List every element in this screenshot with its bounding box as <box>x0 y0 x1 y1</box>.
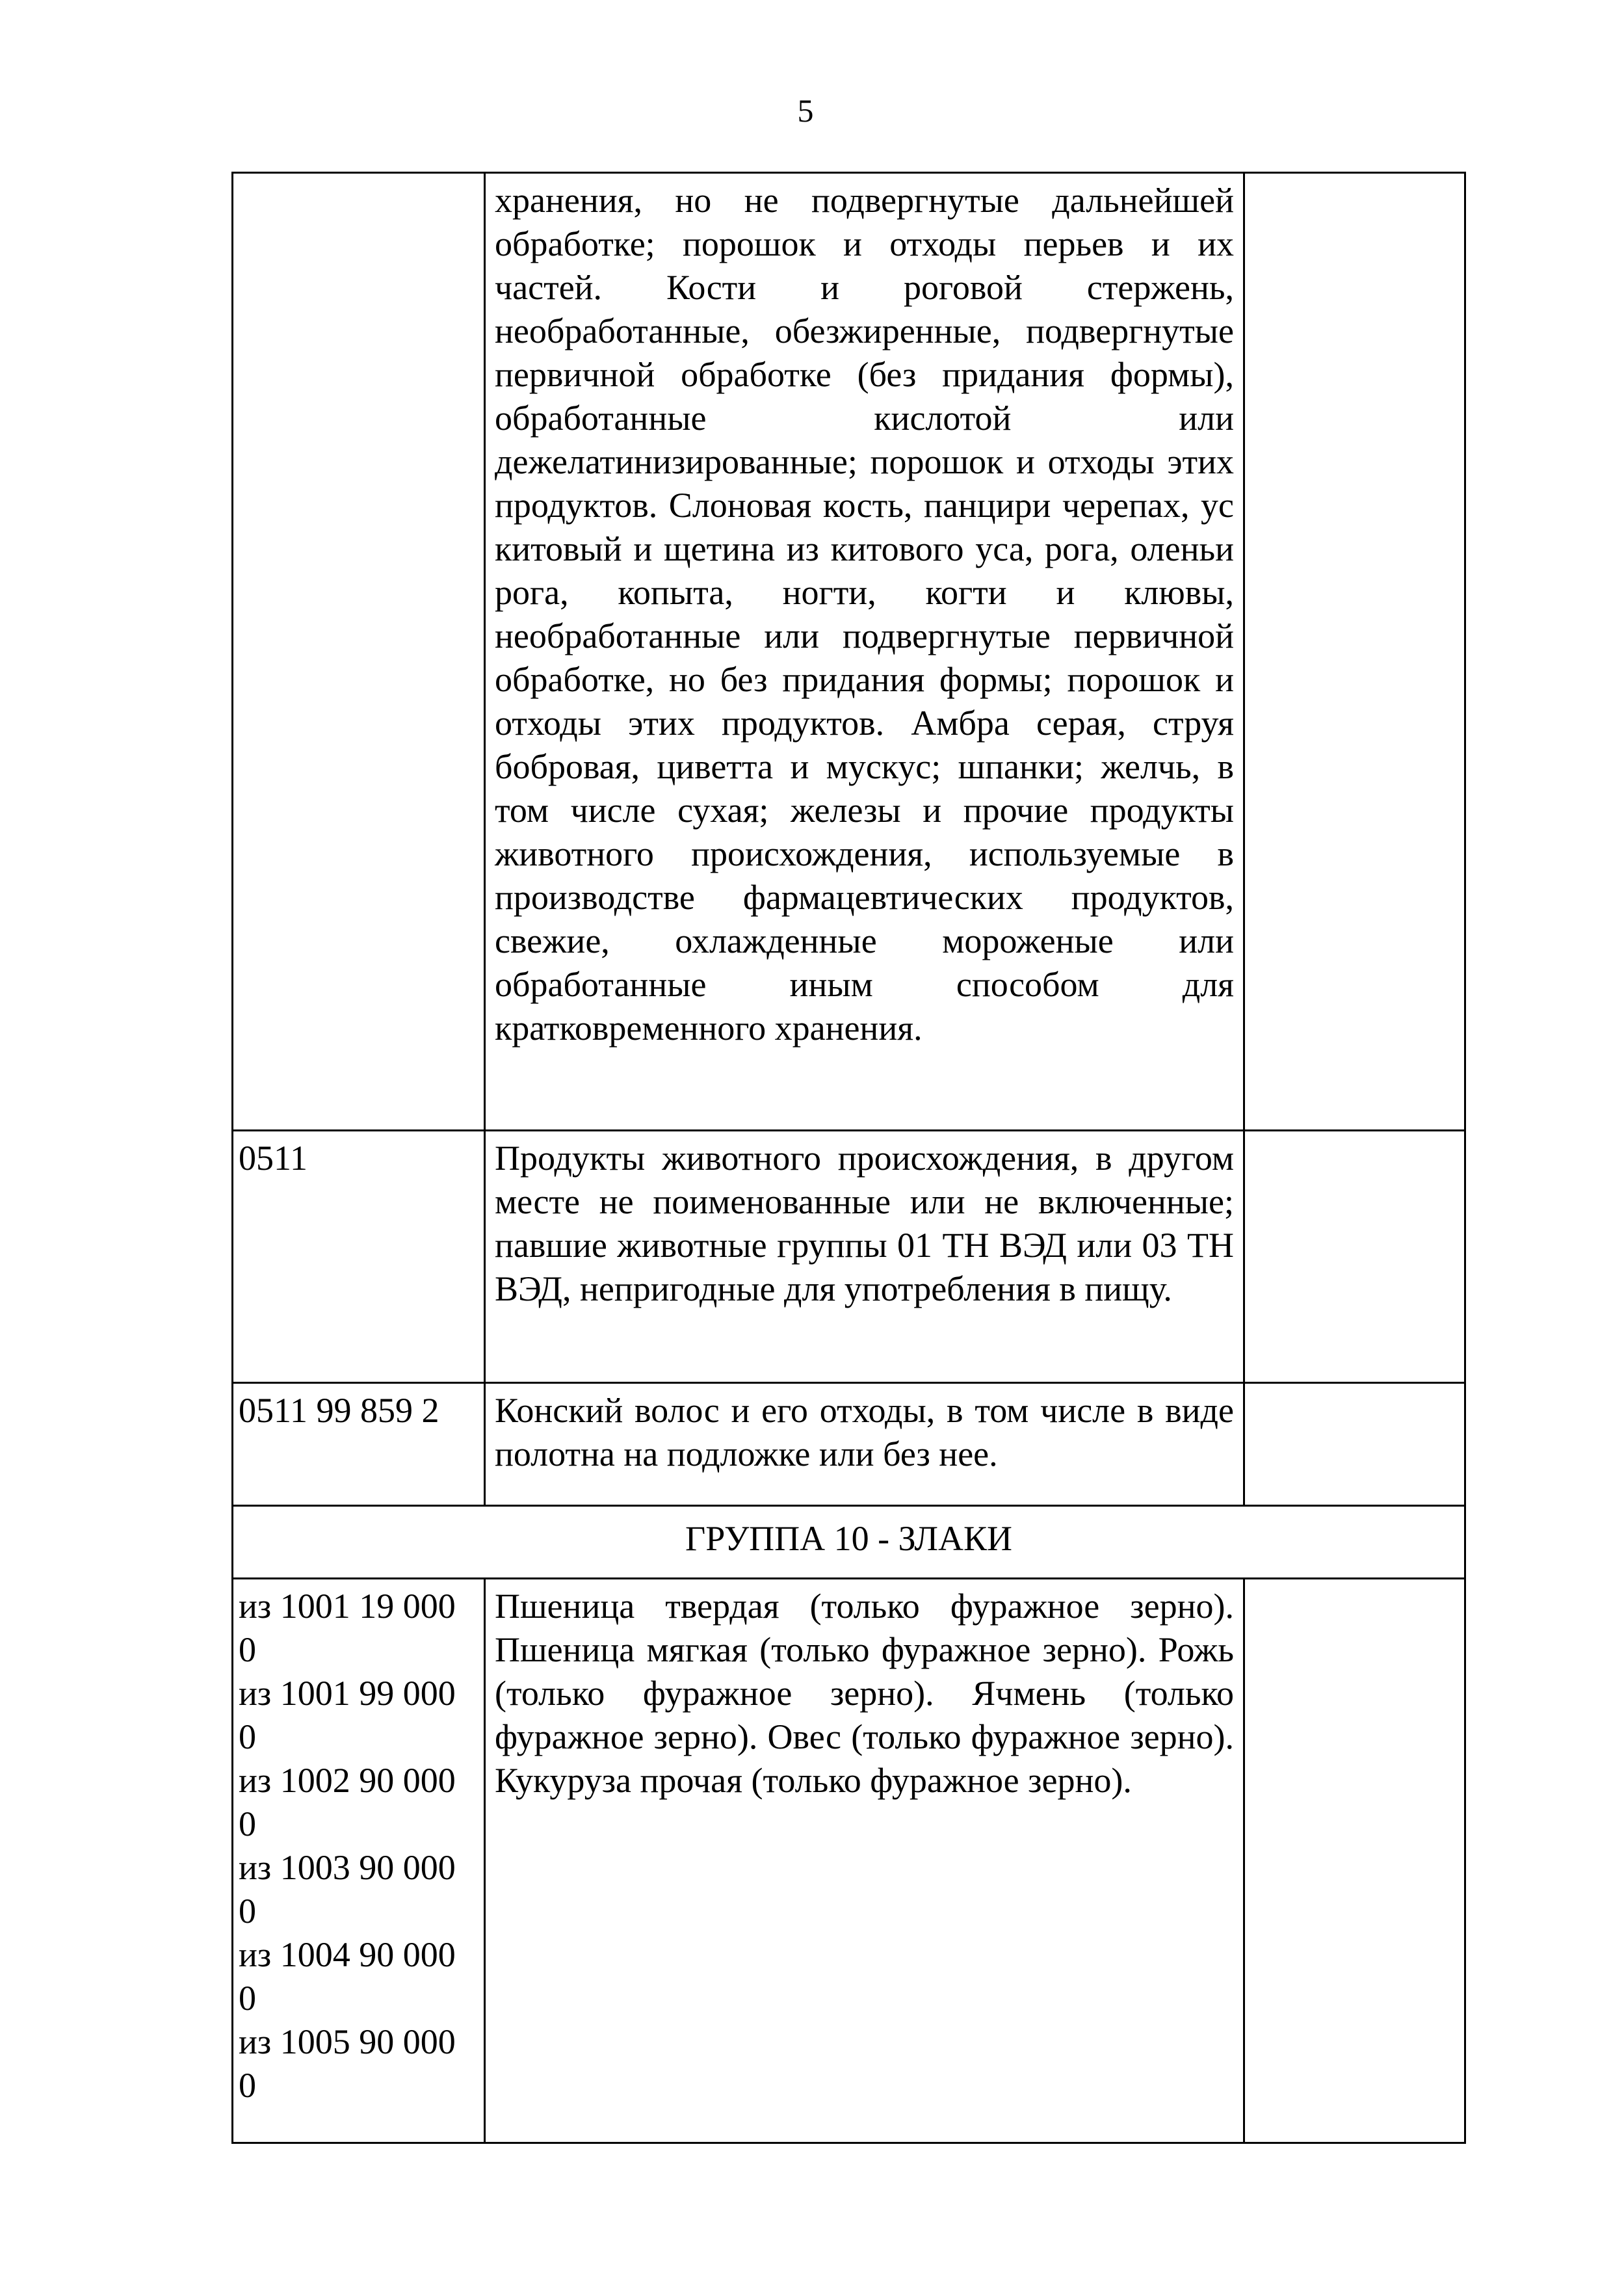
note-cell <box>1244 1579 1465 2143</box>
table-row <box>233 1383 1465 1506</box>
code-cell: 0511 <box>233 1131 485 1383</box>
tariff-code: из 1004 90 000 0 <box>239 1935 456 2018</box>
note-cell <box>1244 1131 1465 1383</box>
page-number: 5 <box>797 92 814 129</box>
note-cell <box>1244 173 1465 1131</box>
tariff-code: из 1001 99 000 0 <box>239 1674 456 1756</box>
tariff-code: из 1003 90 000 0 <box>239 1848 456 1931</box>
note-cell <box>1244 1383 1465 1506</box>
tariff-code-table <box>231 172 1466 2144</box>
tariff-code: из 1005 90 000 0 <box>239 2022 456 2105</box>
group-heading: ГРУППА 10 - ЗЛАКИ <box>233 1506 1465 1579</box>
description-cell: Пшеница твердая (только фуражное зерно). Пшеница мягкая (только фуражное зерно). Рожь (только фуражное зерно). Ячмень (только фуражное зерно). Овес (только фуражное зерно). Кукуруза прочая (только фуражное зерно). <box>485 1579 1244 2143</box>
tariff-code: из 1001 19 000 0 <box>239 1587 456 1669</box>
group-heading-row <box>233 1506 1465 1579</box>
code-list-cell <box>233 1579 485 2143</box>
description-cell: Конский волос и его отходы, в том числе в виде полотна на подложке или без нее. <box>485 1383 1244 1506</box>
table-row <box>233 1131 1465 1383</box>
description-cell: Продукты животного происхождения, в другом месте не поименованные или не включенные; павшие животные группы 01 ТН ВЭД или 03 ТН ВЭД, непригодные для употребления в пищу. <box>485 1131 1244 1383</box>
code-cell <box>233 173 485 1131</box>
table-row <box>233 173 1465 1131</box>
description-cell: хранения, но не подвергнутые дальнейшей обработке; порошок и отходы перьев и их частей. Кости и роговой стержень, необработанные, обезжиренные, подвергнутые первичной обработке (без придания формы), обработанные кислотой или дежелатинизированные; порошок и отходы этих продуктов. Слоновая кость, панцири черепах, ус китовый и щетина из китового уса, рога, оленьи рога, копыта, ногти, когти и клювы, необработанные или подвергнутые первичной обработке, но без придания формы; порошок и отходы этих продуктов. Амбра серая, струя бобровая, циветта и мускус; шпанки; желчь, в том числе сухая; железы и прочие продукты животного происхождения, используемые в производстве фармацевтических продуктов, свежие, охлажденные мороженые или обработанные иным способом для кратковременного хранения. <box>485 173 1244 1131</box>
code-cell: 0511 99 859 2 <box>233 1383 485 1506</box>
table-row <box>233 1579 1465 2143</box>
tariff-code: из 1002 90 000 0 <box>239 1761 456 1843</box>
